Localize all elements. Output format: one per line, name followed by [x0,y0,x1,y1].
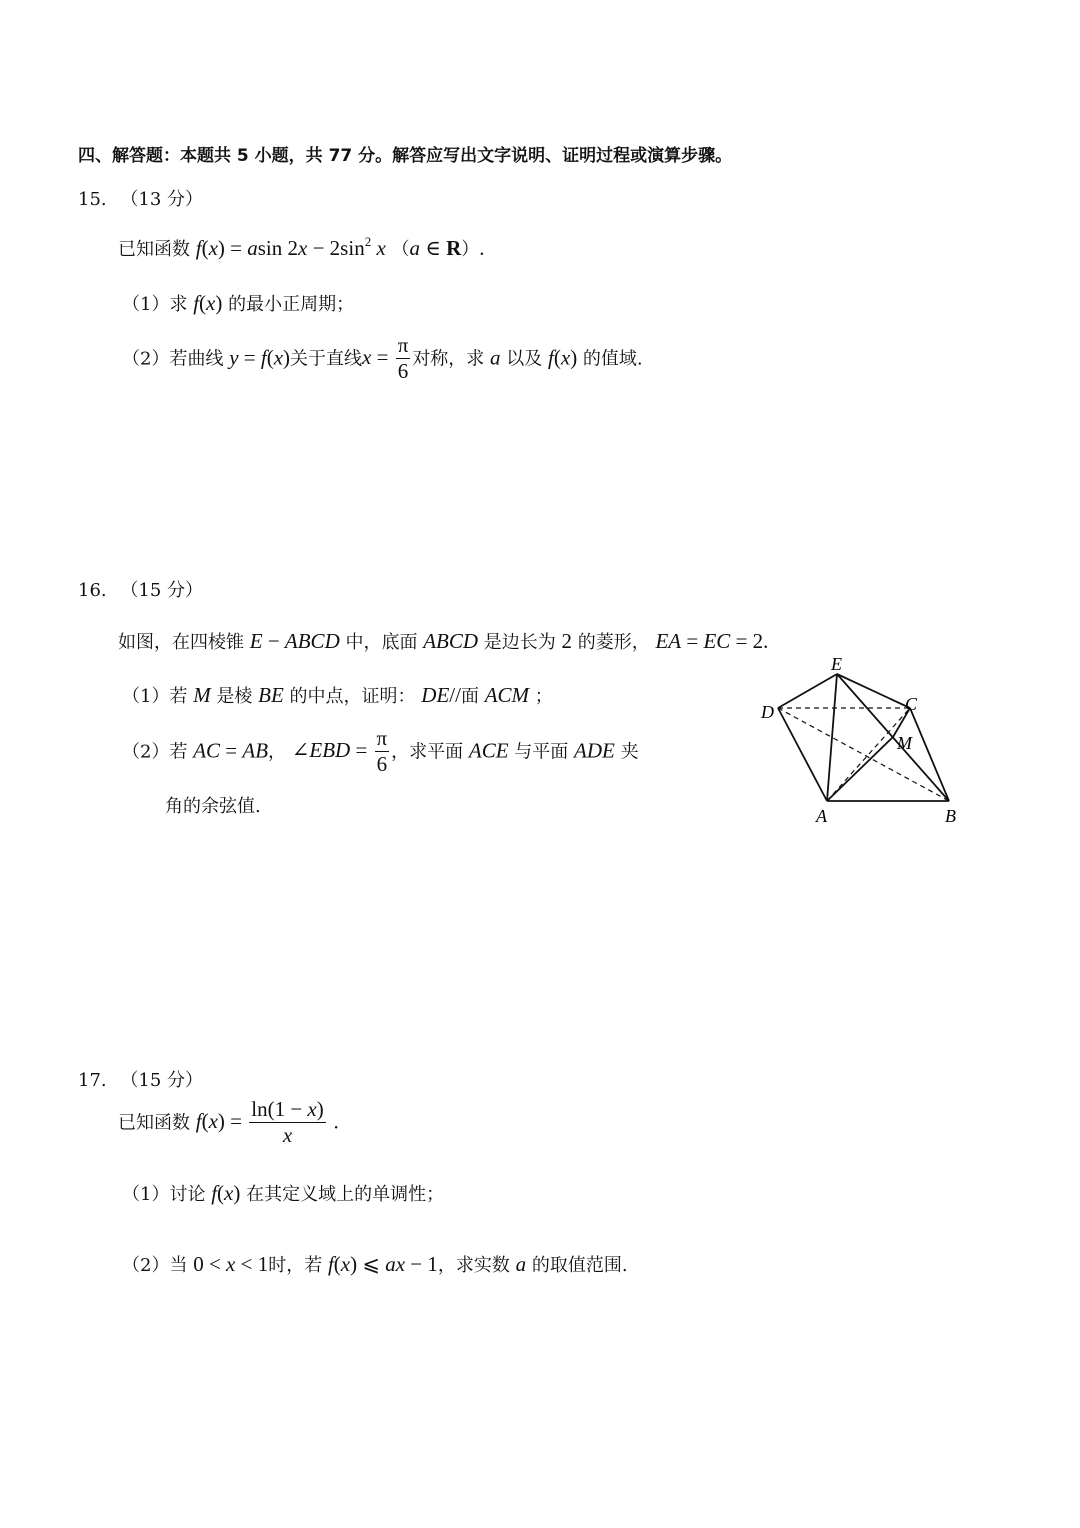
part-label: （2） [122,1255,170,1276]
problem-16-header [78,576,203,602]
stem-text: 中，底面 [345,632,418,653]
segment-am [827,737,893,801]
paren-close: ） [461,239,480,260]
vertex-label-e: E [831,654,842,674]
point-m: M [193,683,211,707]
part-text: 与平面 [514,741,569,763]
edge-bc [910,708,949,801]
problem-points: （15 分） [120,1070,204,1091]
part-label: （1） [122,294,170,315]
part-text: 的取值范围. [531,1255,628,1276]
problem-15-part-1 [122,290,354,316]
edge-ed [778,674,837,708]
diagonal-db-hidden [778,708,949,801]
fraction-pi-over-6: $\frac{\pi}{6}$ [376,726,388,776]
problem-number: 17. [78,1070,107,1091]
angle-condition: ∠EBD = $\frac{\pi}{6}$ [291,726,388,776]
stem-text: 是边长为 [483,632,556,653]
stem-prefix: 如图，在四棱锥 [118,632,244,653]
side-length: 2 [561,629,572,653]
part-label: （2） [122,741,170,763]
part-text: 在其定义域上的单调性； [246,1184,445,1205]
vertex-label-b: B [945,806,956,826]
part-label: （1） [122,1184,170,1205]
part-text: 的中点，证明： [289,686,416,707]
edge-ec [837,674,910,708]
function-ref: f(x) [211,1181,241,1205]
section-heading: 四、解答题：本题共 5 小题，共 77 分。解答应写出文字说明、证明过程或演算步骤。 [78,146,733,166]
edge-be: BE [258,683,284,707]
parameter-domain: a ∈ R [409,236,462,260]
part-text: 的值域. [582,348,643,370]
function-ref: f(x) [548,345,578,370]
stem-period: . [333,1109,339,1134]
problem-16-part-2-continuation: 角的余弦值. [165,796,261,817]
base-name: ABCD [423,629,479,653]
variable-a: a [515,1252,527,1276]
line-expression: x = $\frac{\pi}{6}$ [362,333,409,383]
problem-17-header [78,1066,203,1092]
inequality: f(x) ⩽ ax − 1 [327,1252,438,1276]
part-text: ； [534,686,553,707]
problem-points: （13 分） [120,189,204,210]
edge-equality: EA = EC = 2 [655,629,764,653]
vertex-label-d: D [761,702,774,722]
part-text: ，求平面 [391,741,464,763]
part-text: 的最小正周期； [228,294,355,315]
problem-16-stem [118,628,768,654]
variable-a: a [490,345,501,370]
stem-prefix: 已知函数 [118,1112,190,1134]
edge-ea [827,674,837,801]
problem-number: 16. [78,580,107,601]
part-text: 对称，求 [412,348,485,370]
problem-number: 15. [78,189,107,210]
problem-15-stem [118,235,484,261]
problem-points: （15 分） [120,580,204,601]
plane-ace: ACE [468,738,509,763]
part-text: 讨论 [169,1184,206,1205]
stem-prefix: 已知函数 [118,239,190,260]
fraction-ln-over-x: $\frac{\ln(1 - x)}{x}$ [251,1097,324,1147]
part-text: 面 [460,686,479,707]
problem-17-part-2 [122,1251,628,1277]
fraction-pi-over-6: $\frac{\pi}{6}$ [397,333,409,383]
part-text: 当 [169,1255,188,1276]
problem-17-part-1 [122,1180,444,1206]
vertex-label-c: C [905,694,918,714]
domain-interval: 0 < x < 1 [193,1252,269,1276]
vertex-label-m: M [897,733,912,753]
problem-16-part-1 [122,682,553,708]
curve-expression: y = f(x) [229,345,291,370]
stem-period: . [763,629,769,653]
part-text: 若 [169,686,188,707]
parallel-statement: DE// [421,683,461,707]
problem-15-header [78,185,203,211]
part-text: 以及 [506,348,543,370]
part-text: 求 [169,294,188,315]
condition-ac-ab: AC = AB [193,738,269,763]
part-text: 若 [169,741,188,763]
vertex-label-a: A [816,806,827,826]
part-text: 是棱 [216,686,253,707]
plane-ade: ADE [574,738,615,763]
comma: ， [268,741,287,763]
stem-text: 的菱形， [577,632,650,653]
stem-period: . [479,236,485,260]
part-text: 关于直线 [290,348,363,370]
function-formula: f(x) = $\frac{\ln(1 - x)}{x}$ [195,1097,324,1147]
part-label: （1） [122,686,170,707]
problem-15-part-2 [122,334,643,385]
diagonal-ac-hidden [827,708,910,801]
part-text: ，求实数 [437,1255,510,1276]
problem-17-stem [118,1098,339,1149]
function-formula: f(x) = asin $2x - 2\sin^2$ x [195,234,386,260]
pyramid-name: E − ABCD [249,629,340,653]
function-ref: f(x) [193,291,223,315]
problem-16-part-2 [122,727,639,778]
plane-acm: ACM [484,683,530,707]
paren-open: （ [391,239,410,260]
part-text: 夹 [620,741,639,763]
part-text: 时，若 [268,1255,323,1276]
part-label: （2） [122,348,170,370]
pyramid-figure [750,650,980,830]
part-text: 若曲线 [169,348,224,370]
